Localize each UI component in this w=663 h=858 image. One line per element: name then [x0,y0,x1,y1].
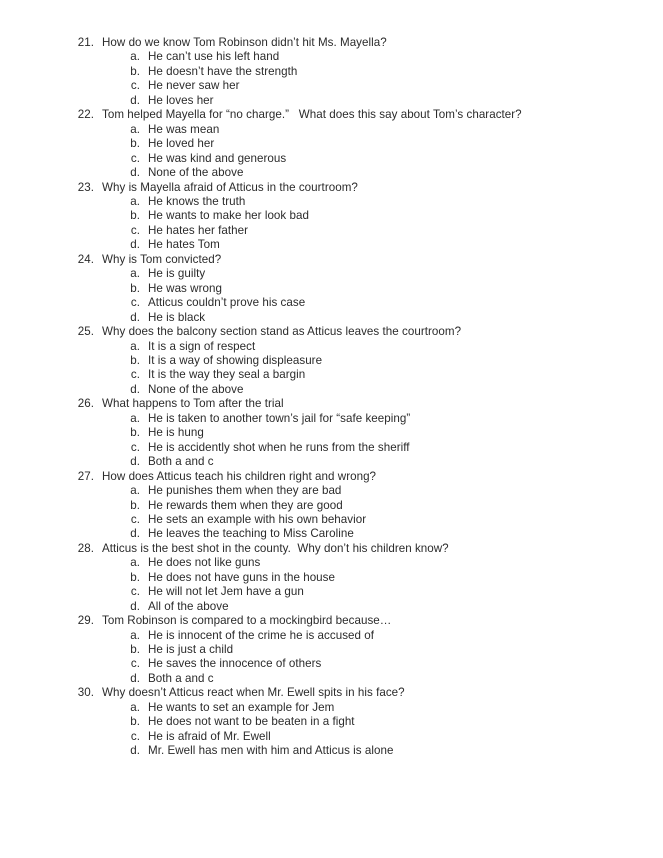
answer-option-text: He was mean [148,122,220,136]
answer-option[interactable] [70,484,630,498]
answer-option-text: It is the way they seal a bargin [148,368,306,382]
answer-option[interactable] [70,383,630,397]
answer-option[interactable] [70,556,630,570]
answer-option-letter: d. [130,382,140,396]
answer-option-text: He saves the innocence of others [148,657,322,671]
answer-option[interactable] [70,296,630,310]
answer-option-letter: c. [130,79,140,93]
answer-option-letter: a. [130,339,140,353]
answer-option[interactable] [70,137,630,151]
question-number: 27. [77,469,94,483]
answer-option[interactable] [70,50,630,64]
answer-option-letter: c. [130,296,140,310]
answer-option-letter: c. [130,440,140,454]
question-block [70,542,630,614]
answer-option-letter: b. [130,426,140,440]
question-number: 24. [77,252,94,266]
question-line [70,542,630,556]
question-number: 25. [77,325,94,339]
answer-option-text: He is taken to another town’s jail for “safe keeping” [148,411,411,425]
answer-option-text: He never saw her [148,79,240,93]
question-text: Why is Tom convicted? [102,252,222,266]
answer-option[interactable] [70,426,630,440]
question-block [70,108,630,180]
question-number: 29. [77,614,94,628]
answer-option[interactable] [70,571,630,585]
answer-option-text: He is accidently shot when he runs from the sheriff [148,440,410,454]
answer-option[interactable] [70,441,630,455]
answer-option-letter: a. [130,50,140,64]
question-line [70,325,630,339]
answer-option-text: He hates her father [148,223,249,237]
answer-option-text: It is a way of showing displeasure [148,353,323,367]
answer-option-letter: d. [130,527,140,541]
answer-option-text: He can’t use his left hand [148,50,280,64]
answer-option-text: He sets an example with his own behavior [148,512,367,526]
question-text: How do we know Tom Robinson didn’t hit Ms. Mayella? [102,36,387,49]
answer-option[interactable] [70,585,630,599]
question-block [70,686,630,758]
question-number: 23. [77,180,94,194]
answer-option-letter: d. [130,671,140,685]
answer-option[interactable] [70,412,630,426]
answer-option-text: He was wrong [148,281,222,295]
question-line [70,470,630,484]
answer-option[interactable] [70,311,630,325]
question-block [70,397,630,469]
answer-option-letter: a. [130,700,140,714]
answer-option[interactable] [70,455,630,469]
answer-option[interactable] [70,629,630,643]
answer-option-text: All of the above [148,599,229,613]
question-text: Tom helped Mayella for “no charge.” What does this say about Tom’s character? [102,108,522,122]
answer-option[interactable] [70,600,630,614]
question-block [70,614,630,686]
answer-option-text: Both a and c [148,671,214,685]
answer-option-letter: c. [130,657,140,671]
answer-option[interactable] [70,267,630,281]
answer-option[interactable] [70,224,630,238]
answer-option-letter: a. [130,122,140,136]
answer-option[interactable] [70,527,630,541]
question-number: 21. [77,36,94,49]
question-line [70,614,630,628]
answer-option-letter: d. [130,455,140,469]
answer-option-text: He rewards them when they are good [148,498,343,512]
answer-option-letter: a. [130,267,140,281]
answer-option-text: He does not have guns in the house [148,570,335,584]
question-block [70,36,630,108]
question-text: Why does the balcony section stand as Atticus leaves the courtroom? [102,325,462,339]
answer-option-letter: c. [130,151,140,165]
answer-option-letter: d. [130,310,140,324]
question-line [70,686,630,700]
answer-option-text: He is just a child [148,643,234,657]
answer-option-text: It is a sign of respect [148,339,256,353]
answer-option[interactable] [70,195,630,209]
answer-option-letter: d. [130,599,140,613]
answer-option-letter: b. [130,353,140,367]
question-block [70,325,630,397]
answer-option[interactable] [70,65,630,79]
question-text: Tom Robinson is compared to a mockingbird because… [102,614,392,628]
answer-option-text: Atticus couldn’t prove his case [148,296,306,310]
answer-option-text: He will not let Jem have a gun [148,585,304,599]
answer-option-letter: c. [130,585,140,599]
answer-option[interactable] [70,123,630,137]
answer-option-letter: d. [130,93,140,107]
answer-option-text: He is guilty [148,267,206,281]
answer-option-letter: b. [130,715,140,729]
answer-option[interactable] [70,94,630,108]
answer-option-letter: b. [130,643,140,657]
question-line [70,253,630,267]
answer-option-letter: a. [130,194,140,208]
answer-option-letter: a. [130,556,140,570]
answer-option-text: He wants to make her look bad [148,209,309,223]
question-block [70,181,630,253]
question-line [70,397,630,411]
answer-option[interactable] [70,730,630,744]
answer-option-text: Both a and c [148,455,214,469]
answer-option-text: He hates Tom [148,238,220,252]
answer-option-text: He is black [148,310,206,324]
answer-option-text: Mr. Ewell has men with him and Atticus is alone [148,744,394,758]
question-text: Why doesn’t Atticus react when Mr. Ewell spits in his face? [102,686,405,700]
answer-option[interactable] [70,354,630,368]
answer-option[interactable] [70,499,630,513]
answer-option-text: He leaves the teaching to Miss Caroline [148,527,354,541]
answer-option-letter: c. [130,223,140,237]
answer-option[interactable] [70,643,630,657]
answer-option[interactable] [70,657,630,671]
answer-option-text: He knows the truth [148,194,246,208]
answer-option-letter: d. [130,744,140,758]
answer-option-letter: b. [130,498,140,512]
answer-option[interactable] [70,701,630,715]
answer-option-letter: c. [130,512,140,526]
question-number: 28. [77,541,94,555]
answer-option[interactable] [70,340,630,354]
answer-option[interactable] [70,166,630,180]
answer-option-letter: c. [130,368,140,382]
question-number: 26. [77,397,94,411]
answer-option-text: He was kind and generous [148,151,287,165]
answer-option-text: He is afraid of Mr. Ewell [148,729,271,743]
question-text: Atticus is the best shot in the county. Why don’t his children know? [102,541,449,555]
answer-option-letter: b. [130,209,140,223]
quiz-question-list [70,36,630,759]
answer-option[interactable] [70,282,630,296]
question-line [70,36,630,50]
question-text: How does Atticus teach his children right and wrong? [102,469,377,483]
answer-option-text: None of the above [148,382,244,396]
answer-option-text: He wants to set an example for Jem [148,700,335,714]
answer-option-letter: d. [130,166,140,180]
answer-option-letter: b. [130,64,140,78]
answer-option[interactable] [70,368,630,382]
answer-option-text: He doesn’t have the strength [148,64,298,78]
answer-option[interactable] [70,209,630,223]
answer-option-text: He is innocent of the crime he is accused of [148,628,375,642]
answer-option-text: He is hung [148,426,204,440]
question-block [70,470,630,542]
answer-option-letter: a. [130,411,140,425]
answer-option[interactable] [70,79,630,93]
answer-option-letter: d. [130,238,140,252]
answer-option[interactable] [70,238,630,252]
answer-option-letter: a. [130,484,140,498]
question-text: Why is Mayella afraid of Atticus in the courtroom? [102,180,358,194]
answer-option[interactable] [70,715,630,729]
answer-option-letter: b. [130,137,140,151]
answer-option-letter: a. [130,628,140,642]
answer-option[interactable] [70,672,630,686]
question-block [70,253,630,325]
answer-option[interactable] [70,513,630,527]
answer-option-text: He punishes them when they are bad [148,484,342,498]
answer-option-text: None of the above [148,166,244,180]
question-number: 22. [77,108,94,122]
answer-option-letter: b. [130,570,140,584]
answer-option-letter: b. [130,281,140,295]
answer-option-text: He does not like guns [148,556,261,570]
answer-option-letter: c. [130,729,140,743]
answer-option-text: He loved her [148,137,215,151]
answer-option[interactable] [70,152,630,166]
answer-option-text: He does not want to be beaten in a fight [148,715,355,729]
question-text: What happens to Tom after the trial [102,397,284,411]
question-line [70,181,630,195]
answer-option-text: He loves her [148,93,214,107]
question-number: 30. [77,686,94,700]
question-line [70,108,630,122]
answer-option[interactable] [70,744,630,758]
